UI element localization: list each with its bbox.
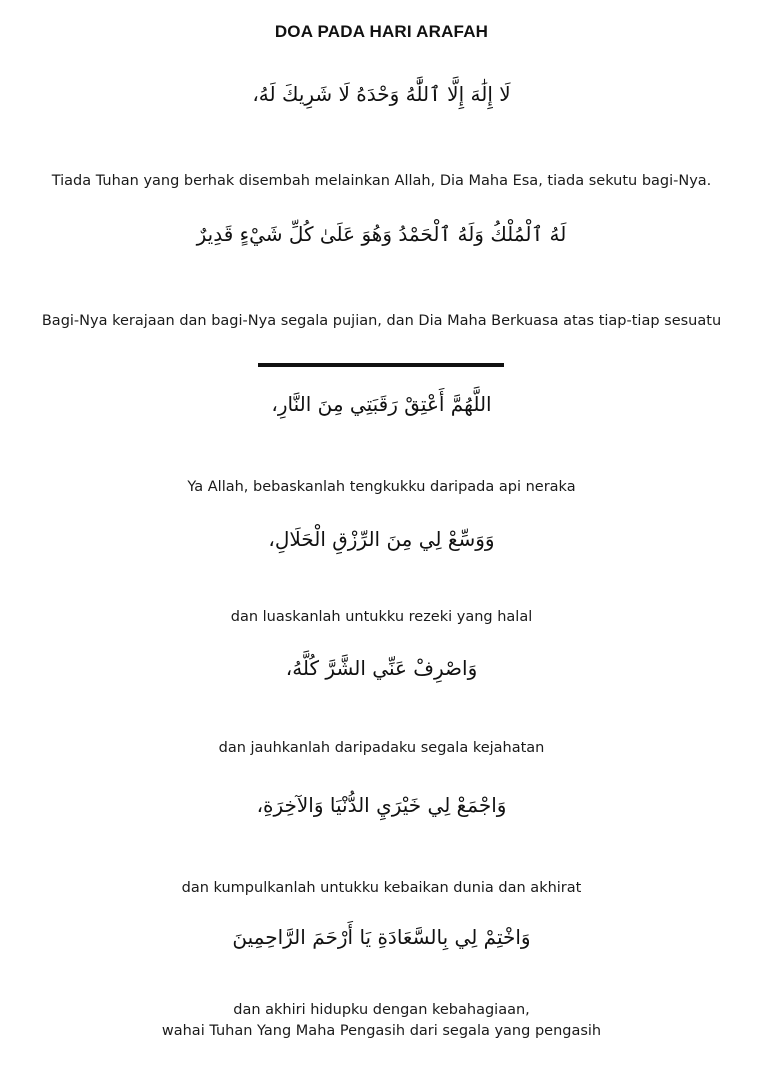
arabic-line-5: وَاصْرِفْ عَنِّي الشَّرَّ كُلَّهُ، <box>285 656 478 680</box>
translation-line-7a: dan akhiri hidupku dengan kebahagiaan, <box>233 1002 530 1018</box>
translation-line-7b: wahai Tuhan Yang Maha Pengasih dari segala yang pengasih <box>161 1023 602 1039</box>
translation-line-6: dan kumpulkanlah untukku kebaikan dunia dan akhirat <box>181 880 582 896</box>
arabic-line-7: وَاخْتِمْ لِي بِالسَّعَادَةِ يَا أَرْحَمَ الرَّاحِمِينَ <box>232 925 531 949</box>
arabic-line-4: وَوَسِّعْ لِي مِنَ الرِّزْقِ الْحَلَالِ، <box>268 527 495 551</box>
page-title: DOA PADA HARI ARAFAH <box>274 22 489 41</box>
arabic-line-2: لَهُ ٱلْمُلْكُ وَلَهُ ٱلْحَمْدُ وَهُوَ عَلَىٰ كُلِّ شَيْءٍ قَدِيرٌ <box>196 222 567 246</box>
section-divider <box>258 363 504 367</box>
arabic-line-3: اللَّهُمَّ أَعْتِقْ رَقَبَتِي مِنَ النَّارِ، <box>271 392 492 416</box>
translation-line-4: dan luaskanlah untukku rezeki yang halal <box>230 609 533 625</box>
translation-line-1: Tiada Tuhan yang berhak disembah melainkan Allah, Dia Maha Esa, tiada sekutu bagi-Nya. <box>51 173 712 189</box>
arabic-line-6: وَاجْمَعْ لِي خَيْرَيِ الدُّنْيَا وَالآخِرَةِ، <box>256 793 507 817</box>
arabic-line-1: لَا إِلَٰهَ إِلَّا ٱللَّٰهُ وَحْدَهُ لَا شَرِيكَ لَهُ، <box>252 82 511 106</box>
translation-line-5: dan jauhkanlah daripadaku segala kejahatan <box>218 740 545 756</box>
translation-line-2: Bagi-Nya kerajaan dan bagi-Nya segala pujian, dan Dia Maha Berkuasa atas tiap-tiap sesuatu <box>41 313 722 329</box>
translation-line-3: Ya Allah, bebaskanlah tengkukku daripada api neraka <box>187 479 576 495</box>
